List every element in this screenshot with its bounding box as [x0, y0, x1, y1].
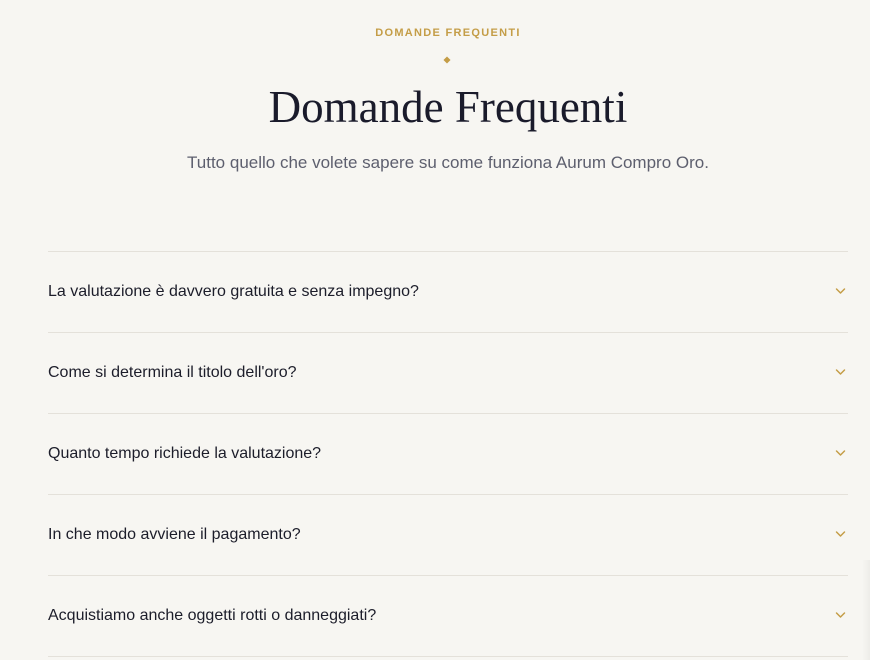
page-subtitle: Tutto quello che volete sapere su come funziona Aurum Compro Oro. [187, 153, 709, 172]
faq-item[interactable] [48, 576, 848, 657]
diamond-icon [443, 56, 450, 63]
faq-question: Acquistiamo anche oggetti rotti o danneggiati? [48, 607, 377, 624]
faq-item[interactable] [48, 252, 848, 333]
faq-question: In che modo avviene il pagamento? [48, 526, 301, 543]
faq-question: Come si determina il titolo dell'oro? [48, 364, 297, 381]
faq-item[interactable] [48, 495, 848, 576]
faq-list [48, 251, 848, 657]
faq-question: La valutazione è davvero gratuita e senza impegno? [48, 283, 419, 300]
faq-question: Quanto tempo richiede la valutazione? [48, 445, 322, 462]
chevron-down-icon[interactable] [835, 368, 846, 376]
chevron-down-icon[interactable] [835, 530, 846, 538]
section-eyebrow: DOMANDE FREQUENTI [375, 27, 521, 39]
ornament-divider [372, 55, 524, 67]
page-title: Domande Frequenti [268, 82, 628, 132]
faq-item[interactable] [48, 333, 848, 414]
faq-item[interactable] [48, 414, 848, 495]
chevron-down-icon[interactable] [835, 611, 846, 619]
edge-shadow [862, 560, 870, 660]
chevron-down-icon[interactable] [835, 287, 846, 295]
chevron-down-icon[interactable] [835, 449, 846, 457]
